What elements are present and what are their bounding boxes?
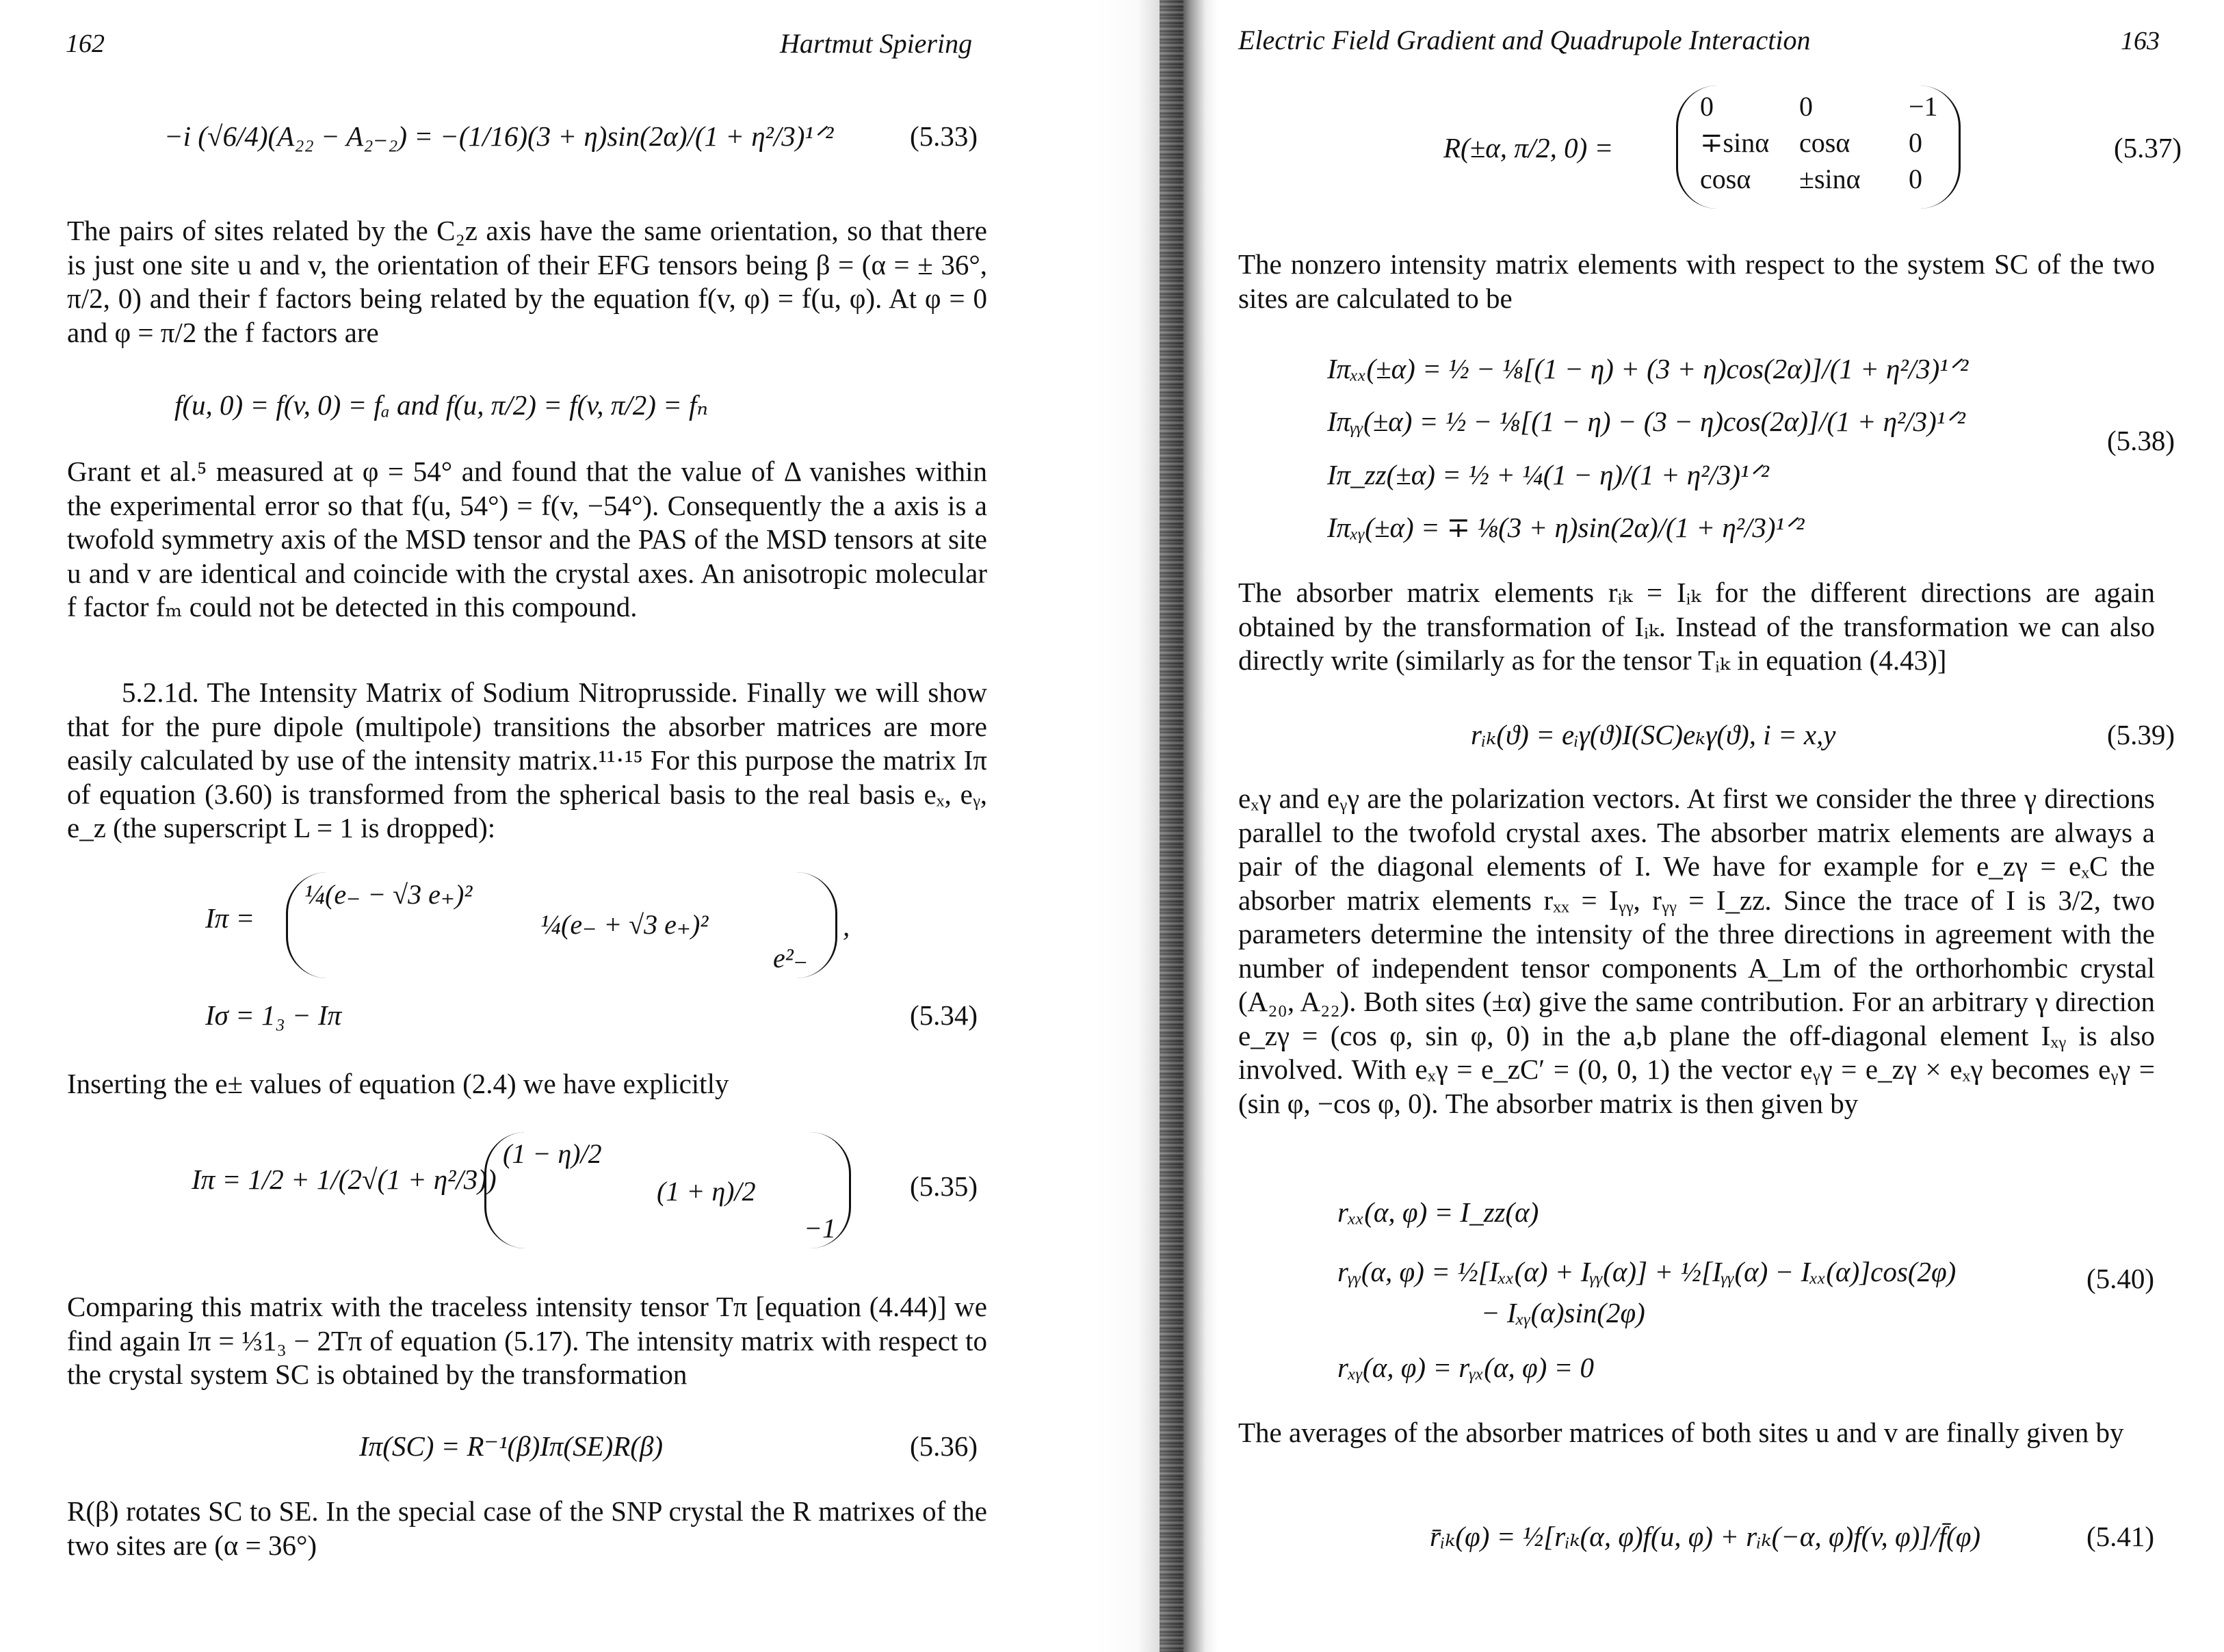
matrix-cell: cosα [1799,127,1850,158]
matrix-cell: (1 + η)/2 [657,1176,756,1207]
equation-number: (5.39) [2107,719,2175,750]
paragraph: Inserting the e± values of equation (2.4) we have explicitly [67,1068,729,1099]
matrix-cell: 0 [1700,91,1714,122]
matrix-cell: ¼(e₋ + √3 e₊)² [540,909,709,940]
paragraph: Grant et al.⁵ measured at φ = 54° and found that the value of Δ vanishes within the experimental error so that f(u, 54°) = f(v, −54°). Consequently the a axis is a twofold symmetry axis of the MSD tensor and the PAS of the MSD tensors at site u and v are identical and coincide with the crystal axes. An anisotropic molecular f factor fₘ could not be detected in this compound. [67,456,987,622]
matrix-cell: 0 [1909,127,1922,158]
matrix-cell: ¼(e₋ − √3 e₊)² [304,879,473,910]
matrix-cell: 0 [1799,91,1813,122]
equation-number: (5.33) [910,120,978,152]
equation-5-38-line: Iπₓₓ(±α) = ½ − ⅛[(1 − η) + (3 + η)cos(2α)]/(1 + η²/3)¹ᐟ² [1327,353,1969,384]
paragraph: The pairs of sites related by the C₂z axis have the same orientation, so that there is just one site u and v, the orientation of their EFG tensors being β = (α = ± 36°, π/2, 0) and their f factors being related by the equation f(v, φ) = f(u, φ). At φ = 0 and φ = π/2 the f factors are [67,215,987,348]
matrix-cell: e²₋ [773,943,808,973]
book-gutter [1095,0,1218,1652]
paragraph: The averages of the absorber matrices of both sites u and v are finally given by [1238,1417,2124,1448]
equation-number: (5.38) [2107,425,2175,456]
equation-5-38-line: Iπ_zz(±α) = ½ + ¼(1 − η)/(1 + η²/3)¹ᐟ² [1327,459,1769,490]
equation-f-factors: f(u, 0) = f(v, 0) = fₐ and f(u, π/2) = f(v, π/2) = fₙ [174,389,709,421]
paragraph-section-5-2-1d: 5.2.1d. The Intensity Matrix of Sodium Nitroprusside. Finally we will show that for the pure dipole (multipole) transitions the absorber matrices are more easily calculated by use of the intensity matrix.¹¹·¹⁵ For this purpose the matrix Iπ of equation (3.60) is transformed from the spherical basis to the real basis eₓ, eᵧ, e_z (the superscript L = 1 is dropped): [67,677,987,843]
equation-number: (5.40) [2086,1263,2155,1294]
paragraph: The nonzero intensity matrix elements with respect to the system SC of the two sites are calculated to be [1238,248,2155,314]
equation-5-35-lhs: Iπ = 1/2 + 1/(2√(1 + η²/3)) [192,1164,497,1195]
equation-5-34-lhs: Iπ = [205,902,255,934]
matrix-cell: 0 [1909,163,1922,194]
paragraph: Comparing this matrix with the traceless intensity tensor Tπ [equation (4.44)] we find again Iπ = ⅓1₃ − 2Tπ of equation (5.17). The intensity matrix with respect to the crystal system SC is obtained by the transformation [67,1291,987,1390]
equation-number: (5.34) [910,999,978,1031]
equation-5-40-line: rᵧᵧ(α, φ) = ½[Iₓₓ(α) + Iᵧᵧ(α)] + ½[Iᵧᵧ(α) − Iₓₓ(α)]cos(2φ) [1337,1256,1957,1287]
matrix-cell: ∓sinα [1700,127,1770,158]
equation-5-40-line: − Iₓᵧ(α)sin(2φ) [1481,1297,1645,1328]
running-head: Electric Field Gradient and Quadrupole Interaction [1238,25,1811,55]
equation-number: (5.41) [2086,1521,2155,1552]
paragraph: eₓγ and eᵧγ are the polarization vectors. At first we consider the three γ directions parallel to the twofold crystal axes. The absorber matrix elements are always a pair of the diagonal elements of I. We have for example for e_zγ = eₓC the absorber matrix elements rₓₓ = Iᵧᵧ, rᵧᵧ = I_zz. Since the trace of I is 3/2, two parameters determine the intensity of the three directions in agreement with the number of independent tensor components A_Lm of the orthorhombic crystal (A₂₀, A₂₂). Both sites (±α) give the same contribution. For an arbitrary γ direction e_zγ = (cos φ, sin φ, 0) in the a,b plane the off-diagonal element Iₓᵧ is also involved. With eₓγ = e_zC′ = (0, 0, 1) the vector eᵧγ = e_zγ × eₓγ becomes eᵧγ = (sin φ, −cos φ, 0). The absorber matrix is then given by [1238,783,2155,1119]
equation-number: (5.37) [2114,132,2182,163]
running-head: Hartmut Spiering [780,28,973,59]
matrix-cell: ±sinα [1799,163,1861,194]
matrix-comma: , [843,910,850,942]
paragraph: R(β) rotates SC to SE. In the special case of the SNP crystal the R matrixes of the two sites are (α = 36°) [67,1495,987,1561]
paragraph: The absorber matrix elements rᵢₖ = Iᵢₖ for the different directions are again obtained by the transformation of Iᵢₖ. Instead of the transformation we can also directly write (similarly as for the tensor Tᵢₖ in equation (4.43)] [1238,577,2155,676]
equation-5-36: Iπ(SC) = R⁻¹(β)Iπ(SE)R(β) [359,1430,664,1462]
page-number: 162 [66,29,105,58]
left-page [0,0,1095,1652]
equation-number: (5.35) [910,1170,978,1202]
equation-5-38-line: Iπₓᵧ(±α) = ∓ ⅛(3 + η)sin(2α)/(1 + η²/3)¹ᐟ² [1327,512,1805,543]
equation-5-34-sigma: Iσ = 1₃ − Iπ [205,999,342,1031]
right-page [1218,0,2224,1652]
page-number: 163 [2121,27,2160,55]
matrix-cell: cosα [1700,163,1751,194]
equation-5-37-lhs: R(±α, π/2, 0) = [1443,132,1614,163]
equation-number: (5.36) [910,1430,978,1462]
equation-5-39: rᵢₖ(ϑ) = eᵢγ(ϑ)I(SC)eₖγ(ϑ), i = x,y [1471,719,1836,750]
matrix-cell: −1 [804,1213,836,1244]
equation-5-40-line: rₓᵧ(α, φ) = rᵧₓ(α, φ) = 0 [1337,1352,1594,1383]
matrix-cell: −1 [1909,91,1938,122]
matrix-cell: (1 − η)/2 [503,1138,602,1169]
equation-5-40-line: rₓₓ(α, φ) = I_zz(α) [1337,1196,1539,1228]
equation-5-41: r̄ᵢₖ(φ) = ½[rᵢₖ(α, φ)f(u, φ) + rᵢₖ(−α, φ)f(v, φ)]/f̄(φ) [1430,1521,1981,1552]
equation-5-38-line: Iπᵧᵧ(±α) = ½ − ⅛[(1 − η) − (3 − η)cos(2α)]/(1 + η²/3)¹ᐟ² [1327,406,1965,437]
equation-5-33: −i (√6/4)(A₂₂ − A₂₋₂) = −(1/16)(3 + η)sin(2α)/(1 + η²/3)¹ᐟ² [164,120,834,152]
